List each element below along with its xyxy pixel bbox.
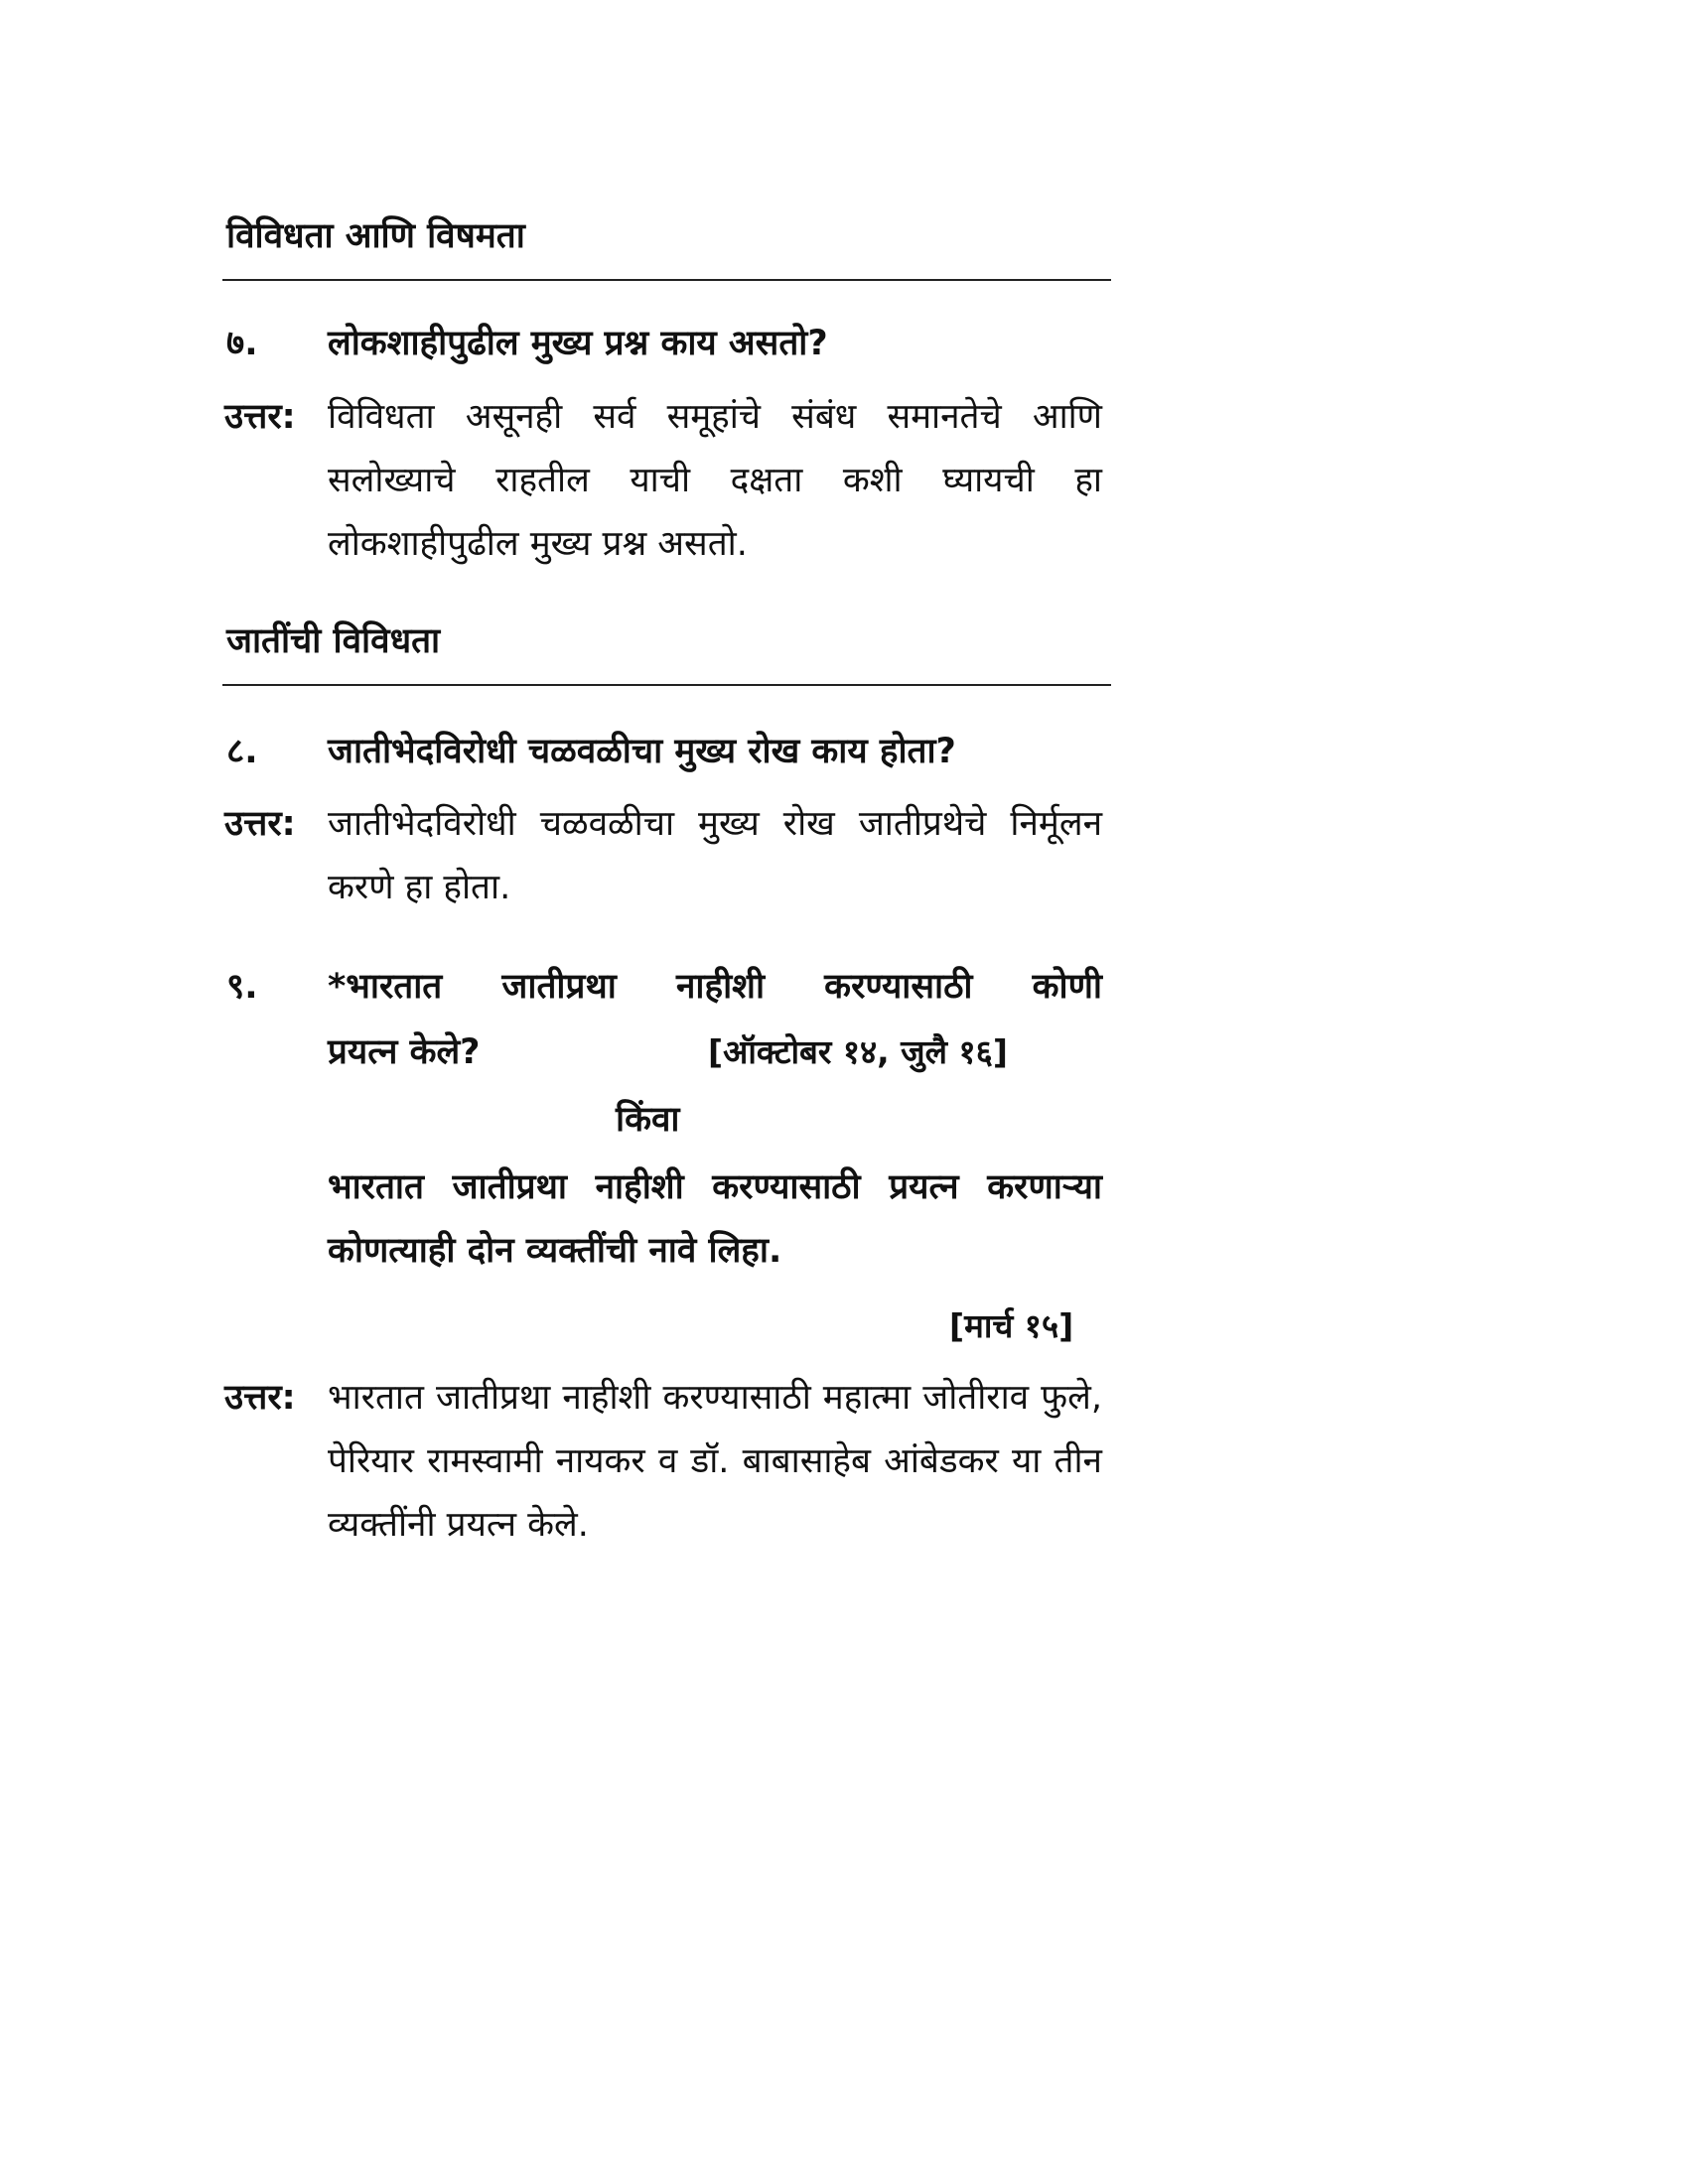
question-number: ७.	[226, 324, 258, 363]
answer-text: विविधता असूनही सर्व समूहांचे संबंध समानतेचे आणि सलोख्याचे राहतील याची दक्षता कशी घ्यायची हा लोकशाहीपुढील मुख्य प्रश्न असतो.	[328, 397, 1102, 564]
section-divider	[222, 279, 1111, 281]
or-separator: किंवा	[616, 1100, 680, 1140]
exam-reference: [ऑक्टोबर १४, जुलै १६]	[708, 1032, 1008, 1071]
question-text-line-1: *भारतात जातीप्रथा नाहीशी करण्यासाठी कोणी	[328, 967, 1102, 1007]
answer-label: उत्तर:	[224, 397, 296, 437]
section-divider	[222, 684, 1111, 686]
answer-text: जातीभेदविरोधी चळवळीचा मुख्य रोख जातीप्रथेचे निर्मूलन करणे हा होता.	[328, 804, 1102, 907]
exam-reference: [मार्च १५]	[949, 1306, 1074, 1345]
question-number: ९.	[226, 967, 258, 1007]
section-heading-diversity-inequality: विविधता आणि विषमता	[226, 216, 525, 256]
question-text: जातीभेदविरोधी चळवळीचा मुख्य रोख काय होता?	[328, 732, 956, 771]
answer-text: भारतात जातीप्रथा नाहीशी करण्यासाठी महात्मा जोतीराव फुले, पेरियार रामस्वामी नायकर व डॉ. बाबासाहेब आंबेडकर या तीन व्यक्तींनी प्रयत्न केले.	[328, 1378, 1102, 1545]
section-heading-caste-diversity: जातींची विविधता	[226, 621, 441, 661]
answer-label: उत्तर:	[224, 1378, 296, 1418]
alternate-question-text: भारतात जातीप्रथा नाहीशी करण्यासाठी प्रयत्न करणाऱ्या कोणत्याही दोन व्यक्तींची नावे लिहा.	[328, 1167, 1102, 1271]
question-text-line-2: प्रयत्न केले?	[328, 1032, 481, 1072]
question-number: ८.	[226, 732, 258, 771]
answer-label: उत्तर:	[224, 804, 296, 844]
question-text: लोकशाहीपुढील मुख्य प्रश्न काय असतो?	[328, 324, 828, 363]
